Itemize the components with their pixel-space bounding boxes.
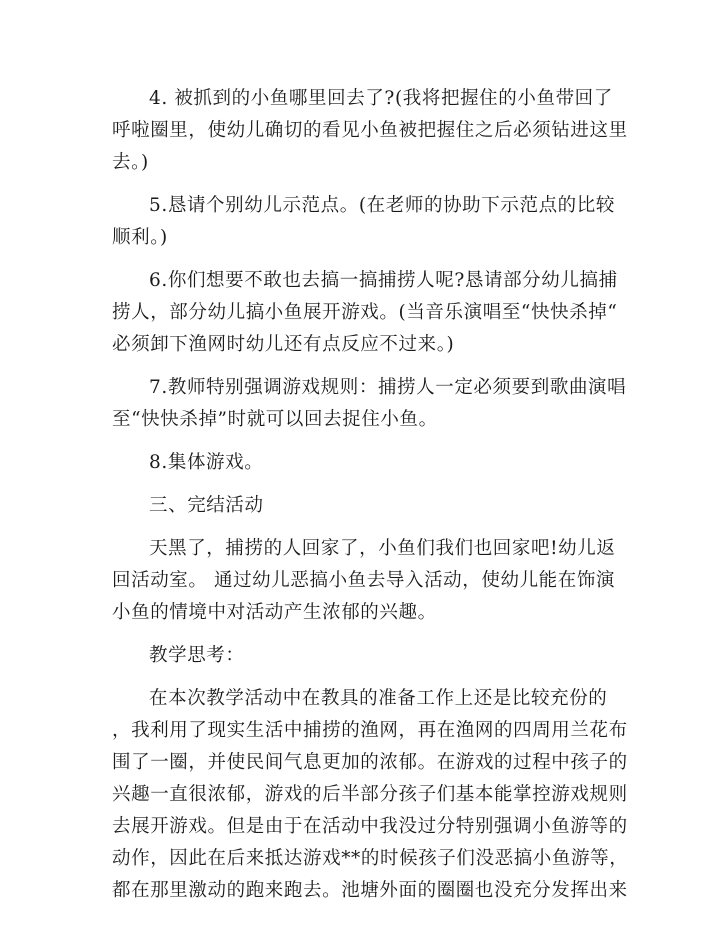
text-line: 都在那里激动的跑来跑去。池塘外面的圈圈也没充分发挥出来 (112, 880, 628, 901)
text-line: 小鱼的情境中对活动产生浓郁的兴趣。 (112, 602, 437, 623)
section-heading-reflection (112, 640, 604, 672)
text-line: 8.集体游戏。 (149, 452, 264, 473)
text-line: 至“快快杀掉”时就可以回去捉住小鱼。 (112, 409, 438, 430)
paragraph-ending-activity (112, 533, 616, 629)
section-heading-ending (112, 490, 604, 522)
text-line: 动作，因此在后来抵达游戏**的时候孩子们没恶搞小鱼游等， (112, 848, 629, 869)
text-line: 去。) (112, 152, 149, 173)
text-line: 必须卸下渔网时幼儿还有点反应不过来。) (112, 334, 455, 355)
text-line: 三、完结活动 (149, 495, 264, 516)
text-line: 6.你们想要不敢也去搞一搞捕捞人呢?恳请部分幼儿搞捕 (149, 270, 618, 291)
text-line: 去展开游戏。但是由于在活动中我没过分特别强调小鱼游等的 (112, 816, 628, 837)
paragraph-step-6 (112, 265, 618, 361)
paragraph-reflection (112, 683, 629, 907)
paragraph-step-4 (112, 83, 628, 179)
text-line: 天黑了，捕捞的人回家了，小鱼们我们也回家吧!幼儿返 (149, 538, 616, 559)
text-line: 围了一圈，并使民间气息更加的浓郁。在游戏的过程中孩子的 (112, 752, 628, 773)
paragraph-step-5 (112, 190, 615, 254)
paragraph-step-8 (112, 447, 604, 479)
text-line: 4. 被抓到的小鱼哪里回去了?(我将把握住的小鱼带回了 (149, 88, 613, 109)
text-line: 顺利。) (112, 227, 168, 248)
paragraph-step-7 (112, 372, 627, 436)
text-line: 在本次教学活动中在教具的准备工作上还是比较充份的 (149, 688, 608, 709)
text-line: 捞人，部分幼儿搞小鱼展开游戏。(当音乐演唱至“快快杀掉“ (112, 302, 618, 323)
text-line: 教学思考： (149, 645, 245, 666)
text-line: 兴趣一直很浓郁，游戏的后半部分孩子们基本能掌控游戏规则 (112, 784, 628, 805)
text-line: 回活动室。 通过幼儿恶搞小鱼去导入活动，使幼儿能在饰演 (112, 570, 616, 591)
text-line: 呼啦圈里，使幼儿确切的看见小鱼被把握住之后必须钻进这里 (112, 120, 628, 141)
text-line: 5.恳请个别幼儿示范点。(在老师的协助下示范点的比较 (149, 195, 615, 216)
text-line: ，我利用了现实生活中捕捞的渔网，再在渔网的四周用兰花布 (112, 720, 628, 741)
body-text (112, 83, 629, 907)
text-line: 7.教师特别强调游戏规则：捕捞人一定必须要到歌曲演唱 (149, 377, 627, 398)
